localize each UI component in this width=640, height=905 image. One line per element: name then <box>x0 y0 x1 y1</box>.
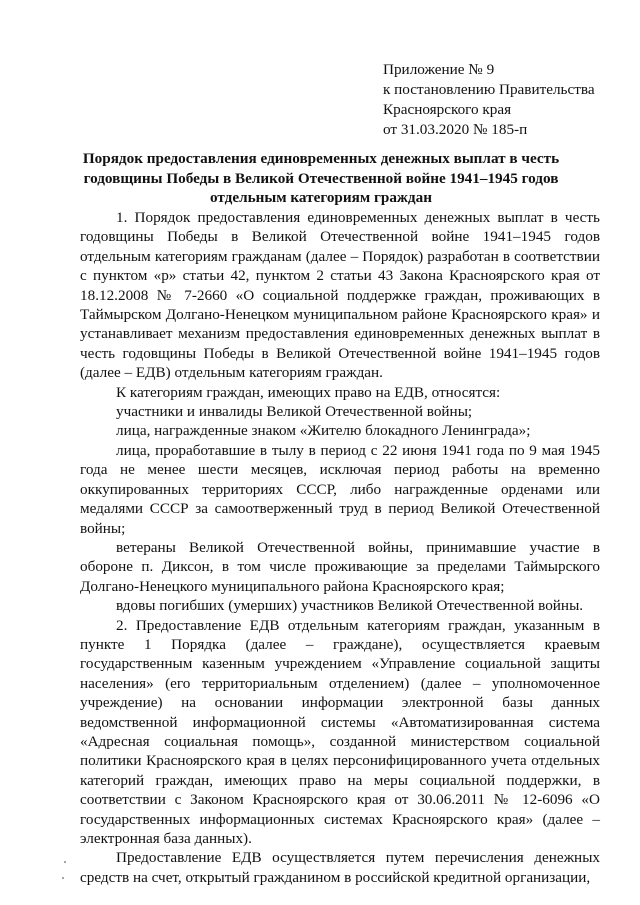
appendix-line: от 31.03.2020 № 185-п <box>383 121 528 138</box>
paragraph: 2. Предоставление ЕДВ отдельным категориям граждан, указанным в пункте 1 Порядка (далее – граждане), осуществляется краевым государственным казенным учреждением «Управление социальной защиты населения» (его территориальным отделением) (далее – уполномоченное учреждение) на основании информации электронной базы данных ведомственной информационной системы «Автоматизированная система «Адресная социальная помощь», созданной министерством социальной политики Красноярского края в целях персонифицированного учета отдельных категорий граждан, имеющих право на меры социальной поддержки, в соответствии с Законом Красноярского края от 30.06.2011 № 12-6096 «О государственных информационных системах Красноярского края» (далее – электронная база данных). <box>80 616 600 847</box>
document-body <box>80 208 600 887</box>
paragraph: участники и инвалиды Великой Отечественной войны; <box>116 403 473 421</box>
paragraph: лица, проработавшие в тылу в период с 22 июня 1941 года по 9 мая 1945 года не менее шести месяцев, исключая период работы на временно оккупированных территориях СССР, либо награжденные орденами или медалями СССР за самоотверженный труд в период Великой Отечественной войны; <box>80 441 600 537</box>
appendix-line: Приложение № 9 <box>383 61 495 78</box>
paragraph: лица, награжденные знаком «Жителю блокадного Ленинграда»; <box>116 422 531 440</box>
paragraph: Предоставление ЕДВ осуществляется путем перечисления денежных средств на счет, открытый гражданином в российской кредитной организации, <box>80 849 600 886</box>
paragraph: вдовы погибших (умерших) участников Великой Отечественной войны. <box>116 597 584 615</box>
scan-speck <box>64 861 66 863</box>
paragraph: ветераны Великой Отечественной войны, принимавшие участие в обороне п. Диксон, в том числе проживающие за пределами Таймырского Долгано-Ненецкого муниципального района Красноярского края; <box>80 538 600 595</box>
appendix-header <box>383 60 595 140</box>
document-title: Порядок предоставления единовременных денежных выплат в честь годовщины Победы в Великой Отечественной войне 1941–1945 годов отдельным категориям граждан <box>82 150 560 206</box>
scan-speck <box>62 877 64 879</box>
paragraph: К категориям граждан, имеющих право на ЕДВ, относятся: <box>116 383 501 401</box>
paragraph: 1. Порядок предоставления единовременных денежных выплат в честь годовщины Победы в Великой Отечественной войне 1941–1945 годов отдельным категориям гражданам (далее – Порядок) разработан в соответствии с пунктом «р» статьи 42, пунктом 2 статьи 43 Закона Красноярского края от 18.12.2008 № 7-2660 «О социальной поддержке граждан, проживающих в Таймырском Долгано-Ненецком муниципальном районе Красноярского края» и устанавливает механизм предоставления единовременных денежных выплат в честь годовщины Победы в Великой Отечественной войне 1941–1945 годов (далее – ЕДВ) отдельным категориям граждан. <box>80 209 600 382</box>
appendix-line: к постановлению Правительства <box>383 81 595 98</box>
appendix-line: Красноярского края <box>383 101 512 118</box>
